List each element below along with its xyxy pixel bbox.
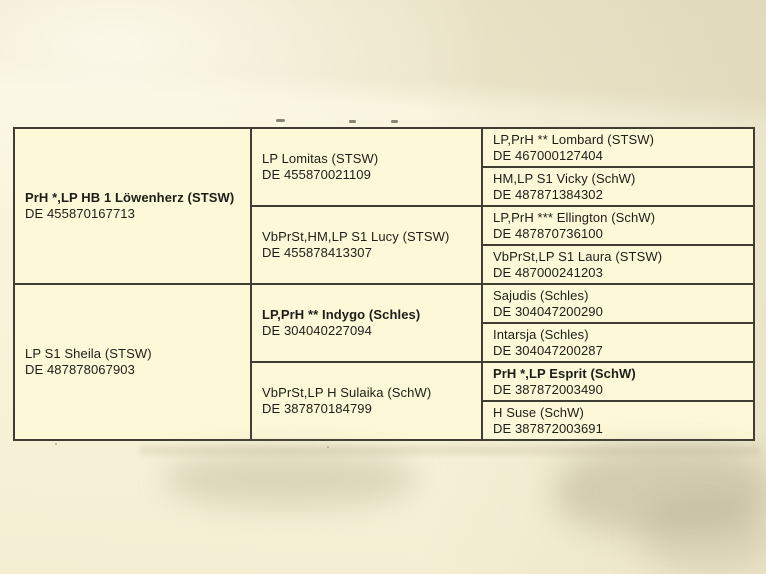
cell-sire-dam-dam bbox=[482, 245, 754, 284]
horse-registration: DE 455870021109 bbox=[262, 167, 371, 182]
horse-name: VbPrSt,LP S1 Laura (STSW) bbox=[493, 248, 663, 264]
horse-name: HM,LP S1 Vicky (SchW) bbox=[493, 170, 636, 186]
cell-sire-sire-dam bbox=[482, 167, 754, 206]
cell-dam-dam-sire bbox=[482, 362, 754, 401]
horse-registration: DE 487871384302 bbox=[493, 186, 603, 202]
horse-name: LP,PrH *** Ellington (SchW) bbox=[493, 209, 656, 225]
table-row bbox=[14, 128, 754, 167]
photo-speckle bbox=[327, 446, 329, 448]
horse-registration: DE 487000241203 bbox=[493, 264, 603, 280]
horse-name: VbPrSt,HM,LP S1 Lucy (STSW) bbox=[262, 229, 450, 244]
horse-registration: DE 487878067903 bbox=[25, 362, 135, 377]
cell-sire-sire-sire bbox=[482, 128, 754, 167]
horse-name: LP,PrH ** Lombard (STSW) bbox=[493, 131, 655, 147]
horse-name: PrH *,LP HB 1 Löwenherz (STSW) bbox=[25, 190, 235, 205]
cropped-text-remnant bbox=[276, 119, 285, 122]
cell-dam-sire bbox=[251, 284, 482, 362]
cropped-text-remnant bbox=[391, 120, 398, 123]
cell-dam-dam bbox=[251, 362, 482, 440]
cell-sire-sire bbox=[251, 128, 482, 206]
cell-dam-dam-dam bbox=[482, 401, 754, 440]
horse-registration: DE 387872003490 bbox=[493, 381, 603, 397]
photo-smudge bbox=[140, 446, 760, 455]
cell-sire-dam-sire bbox=[482, 206, 754, 245]
horse-registration: DE 455870167713 bbox=[25, 206, 135, 221]
photo-speckle bbox=[55, 443, 57, 445]
horse-registration: DE 467000127404 bbox=[493, 147, 603, 163]
horse-name: LP,PrH ** Indygo (Schles) bbox=[262, 307, 421, 322]
horse-name: Sajudis (Schles) bbox=[493, 287, 589, 303]
cell-sire bbox=[14, 128, 251, 284]
horse-registration: DE 304047200287 bbox=[493, 342, 603, 358]
photo-smudge bbox=[555, 448, 766, 533]
horse-registration: DE 387872003691 bbox=[493, 420, 603, 436]
cell-dam bbox=[14, 284, 251, 440]
photo-smudge bbox=[640, 500, 766, 570]
horse-name: PrH *,LP Esprit (SchW) bbox=[493, 365, 636, 381]
horse-registration: DE 455878413307 bbox=[262, 245, 372, 260]
horse-name: LP Lomitas (STSW) bbox=[262, 151, 379, 166]
horse-registration: DE 487870736100 bbox=[493, 225, 603, 241]
horse-name: LP S1 Sheila (STSW) bbox=[25, 346, 152, 361]
table-row bbox=[14, 284, 754, 323]
cell-sire-dam bbox=[251, 206, 482, 284]
horse-name: Intarsja (Schles) bbox=[493, 326, 589, 342]
cell-dam-sire-sire bbox=[482, 284, 754, 323]
horse-registration: DE 387870184799 bbox=[262, 401, 372, 416]
cell-dam-sire-dam bbox=[482, 323, 754, 362]
horse-name: VbPrSt,LP H Sulaika (SchW) bbox=[262, 385, 432, 400]
cropped-text-remnant bbox=[349, 120, 356, 123]
horse-registration: DE 304040227094 bbox=[262, 323, 372, 338]
horse-name: H Suse (SchW) bbox=[493, 404, 584, 420]
horse-registration: DE 304047200290 bbox=[493, 303, 603, 319]
photo-smudge bbox=[165, 450, 415, 508]
pedigree-table bbox=[13, 127, 755, 441]
